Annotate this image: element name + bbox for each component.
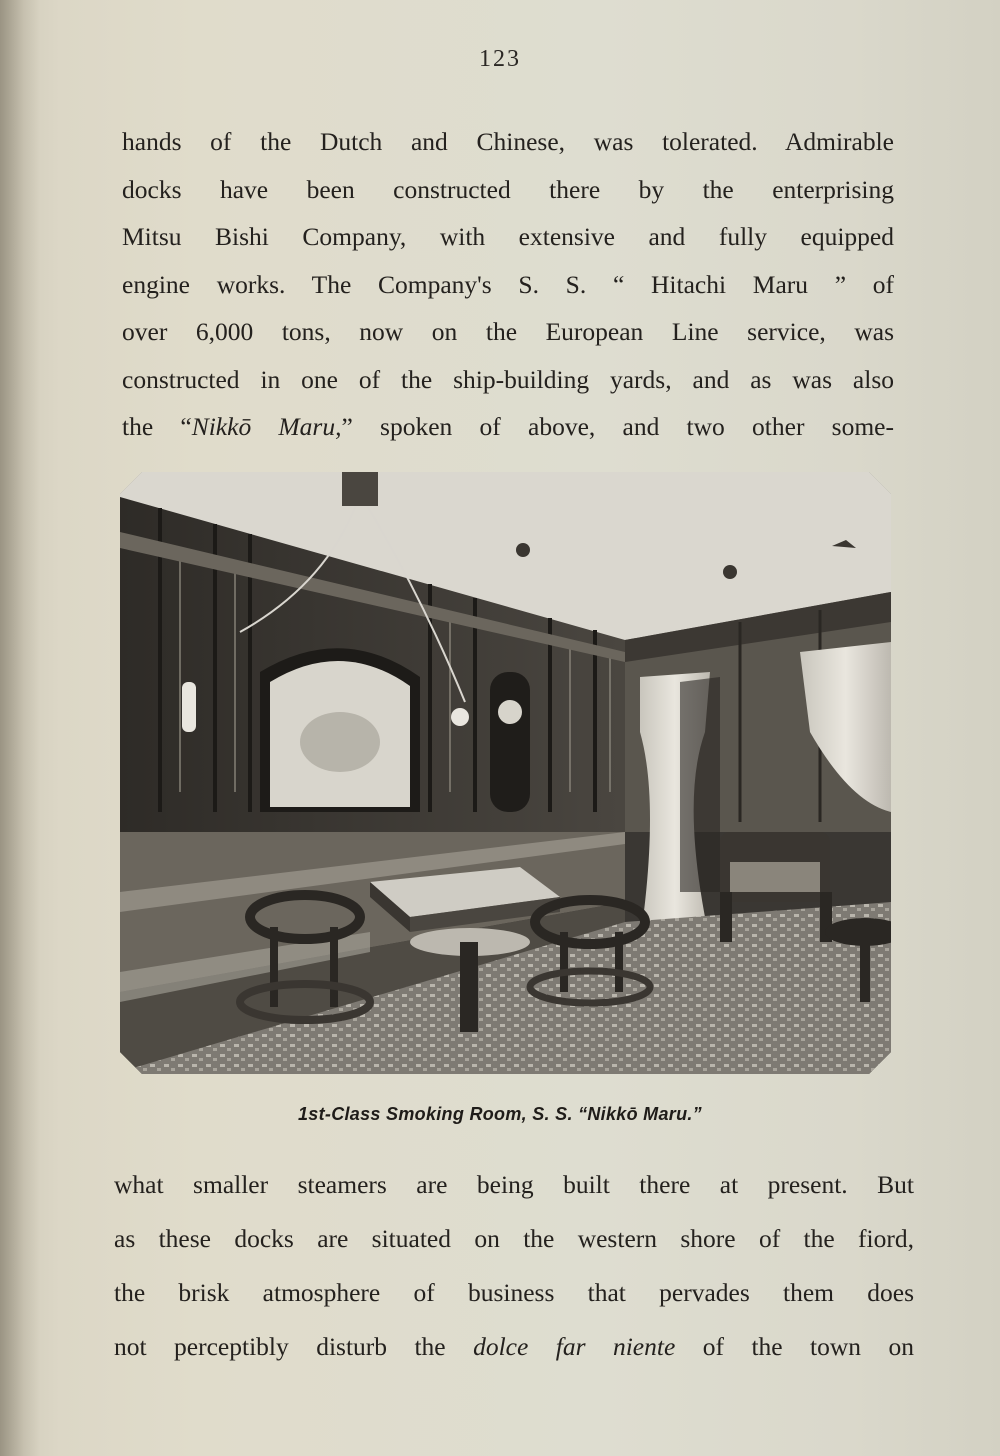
text-line: Mitsu Bishi Company, with extensive and fully equipped [122,222,894,251]
text-line: the brisk atmosphere of business that pervades them does [114,1278,914,1307]
italic-ship-name: Nikkō Maru, [191,412,342,441]
text-line: what smaller steamers are being built there at present. But [114,1170,914,1199]
text-line: hands of the Dutch and Chinese, was tolerated. Admirable [122,127,894,156]
text-line: as these docks are situated on the western shore of the fiord, [114,1224,914,1253]
text-line [122,403,894,451]
text-line: constructed in one of the ship-building yards, and as was also [122,364,894,394]
text-line: over 6,000 tons, now on the European Line service, was [122,317,894,346]
bottom-paragraph [114,1158,914,1374]
binding-shadow [0,0,40,1456]
text-line: docks have been constructed there by the enterprising [122,174,894,204]
italic-phrase: dolce far niente [473,1332,676,1361]
text-fragment: not perceptibly disturb the [114,1332,474,1361]
text-fragment: ” spoken of above, and two other some- [341,412,894,441]
text-fragment: the “ [122,412,192,441]
page-number: 123 [479,46,521,72]
text-fragment: of the town on [675,1332,914,1361]
smoking-room-photograph [120,472,891,1074]
top-paragraph [122,118,894,451]
figure-caption: 1st-Class Smoking Room, S. S. “Nikkō Maru.” [298,1104,702,1124]
text-line: engine works. The Company's S. S. “ Hitachi Maru ” of [122,269,894,299]
text-line [114,1320,914,1374]
